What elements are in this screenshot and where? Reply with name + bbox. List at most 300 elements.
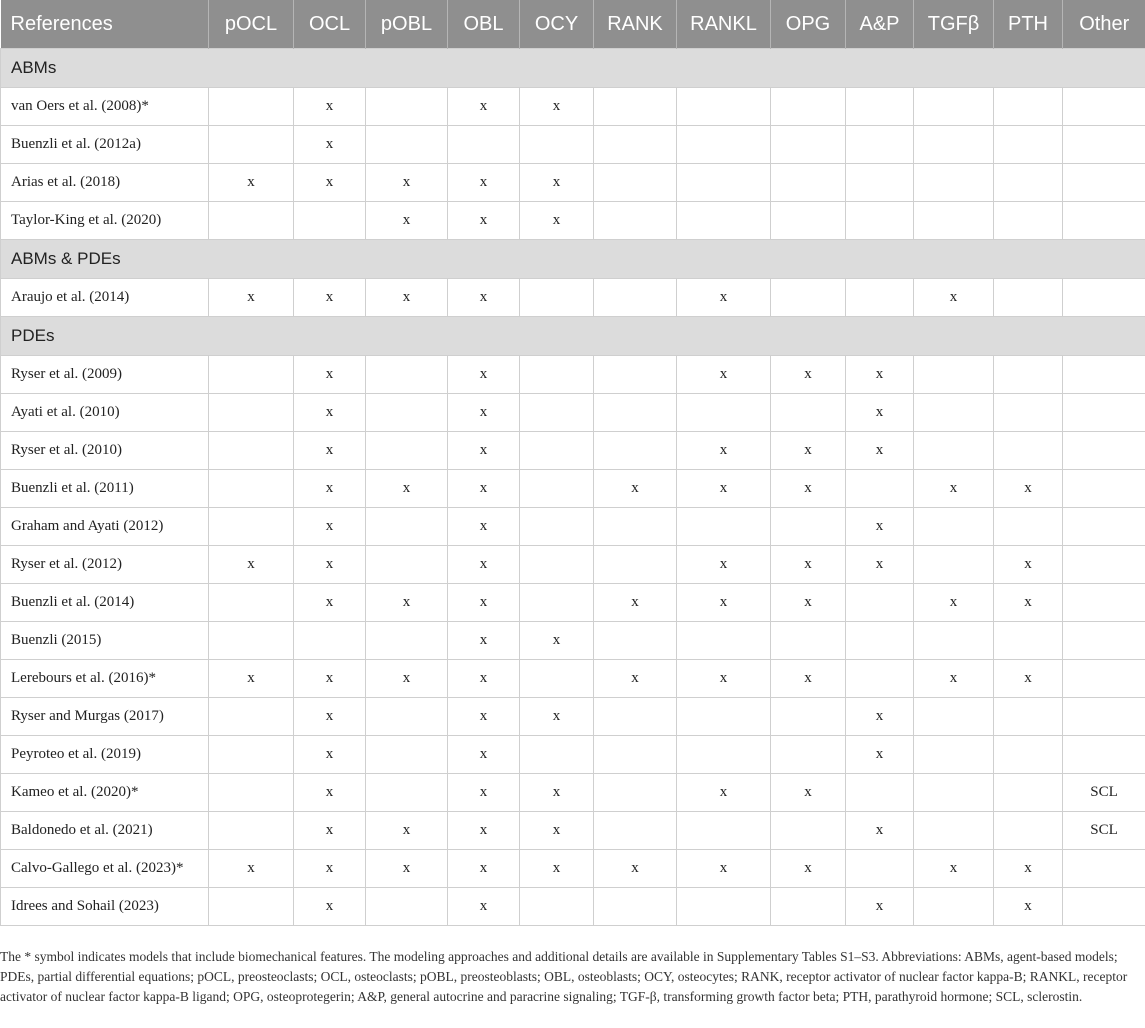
feature-cell xyxy=(594,126,677,164)
feature-cell: x xyxy=(294,774,366,812)
feature-cell xyxy=(366,394,448,432)
feature-cell xyxy=(846,202,914,240)
feature-cell: x xyxy=(677,470,771,508)
feature-cell xyxy=(594,888,677,926)
feature-cell: x xyxy=(677,432,771,470)
feature-cell: x xyxy=(209,850,294,888)
feature-cell xyxy=(1063,126,1145,164)
feature-cell: x xyxy=(448,546,520,584)
feature-cell: x xyxy=(520,164,594,202)
section-title: PDEs xyxy=(1,317,1145,356)
section-title: ABMs & PDEs xyxy=(1,240,1145,279)
table-body xyxy=(1,49,1145,926)
feature-cell xyxy=(209,508,294,546)
feature-cell xyxy=(914,622,994,660)
feature-cell xyxy=(914,698,994,736)
feature-cell: x xyxy=(520,812,594,850)
feature-cell xyxy=(914,432,994,470)
feature-cell xyxy=(594,164,677,202)
feature-cell xyxy=(594,88,677,126)
feature-cell: x xyxy=(448,812,520,850)
reference-cell: Ryser et al. (2012) xyxy=(1,546,209,584)
feature-cell xyxy=(1063,202,1145,240)
section-row xyxy=(1,317,1145,356)
feature-cell: x xyxy=(520,622,594,660)
reference-cell: Idrees and Sohail (2023) xyxy=(1,888,209,926)
feature-cell: x xyxy=(846,546,914,584)
feature-cell: x xyxy=(677,356,771,394)
feature-cell: x xyxy=(594,470,677,508)
feature-cell xyxy=(520,660,594,698)
feature-cell xyxy=(520,888,594,926)
feature-cell xyxy=(594,394,677,432)
feature-cell xyxy=(366,774,448,812)
feature-cell xyxy=(366,88,448,126)
feature-cell: SCL xyxy=(1063,774,1145,812)
feature-cell xyxy=(209,812,294,850)
feature-cell xyxy=(209,432,294,470)
feature-cell xyxy=(520,356,594,394)
feature-cell: x xyxy=(520,698,594,736)
table-row xyxy=(1,279,1145,317)
table-row xyxy=(1,888,1145,926)
feature-cell xyxy=(520,126,594,164)
feature-cell xyxy=(1063,584,1145,622)
feature-cell xyxy=(594,546,677,584)
table-row xyxy=(1,356,1145,394)
feature-cell xyxy=(846,850,914,888)
reference-cell: van Oers et al. (2008)* xyxy=(1,88,209,126)
reference-cell: Ayati et al. (2010) xyxy=(1,394,209,432)
feature-cell: x xyxy=(209,164,294,202)
column-header-1: pOCL xyxy=(209,0,294,49)
feature-cell xyxy=(994,774,1063,812)
feature-cell: x xyxy=(448,279,520,317)
feature-cell: x xyxy=(448,888,520,926)
feature-cell xyxy=(771,88,846,126)
table-row xyxy=(1,546,1145,584)
feature-cell: x xyxy=(771,774,846,812)
feature-cell xyxy=(994,812,1063,850)
reference-cell: Kameo et al. (2020)* xyxy=(1,774,209,812)
feature-cell xyxy=(771,279,846,317)
feature-cell xyxy=(846,470,914,508)
feature-cell xyxy=(209,126,294,164)
feature-cell xyxy=(994,736,1063,774)
feature-cell: x xyxy=(771,356,846,394)
feature-cell xyxy=(846,622,914,660)
table-row xyxy=(1,432,1145,470)
feature-cell xyxy=(1063,698,1145,736)
feature-cell xyxy=(994,202,1063,240)
table-row xyxy=(1,126,1145,164)
feature-cell: SCL xyxy=(1063,812,1145,850)
feature-cell xyxy=(209,88,294,126)
feature-cell: x xyxy=(294,279,366,317)
feature-cell xyxy=(520,394,594,432)
feature-cell: x xyxy=(294,584,366,622)
table-row xyxy=(1,470,1145,508)
feature-cell: x xyxy=(994,850,1063,888)
feature-cell xyxy=(994,88,1063,126)
table-row xyxy=(1,850,1145,888)
feature-cell xyxy=(914,812,994,850)
column-header-11: PTH xyxy=(994,0,1063,49)
column-header-5: OCY xyxy=(520,0,594,49)
column-header-7: RANKL xyxy=(677,0,771,49)
feature-cell xyxy=(520,470,594,508)
reference-cell: Buenzli et al. (2011) xyxy=(1,470,209,508)
feature-cell: x xyxy=(448,850,520,888)
feature-cell: x xyxy=(846,888,914,926)
feature-cell xyxy=(846,584,914,622)
feature-cell: x xyxy=(771,850,846,888)
feature-cell xyxy=(677,126,771,164)
feature-cell: x xyxy=(914,660,994,698)
feature-cell xyxy=(846,164,914,202)
feature-cell xyxy=(520,546,594,584)
feature-cell xyxy=(846,126,914,164)
feature-cell xyxy=(1063,508,1145,546)
feature-cell xyxy=(677,888,771,926)
feature-cell xyxy=(209,698,294,736)
feature-cell xyxy=(366,736,448,774)
feature-cell: x xyxy=(520,202,594,240)
feature-cell xyxy=(366,508,448,546)
feature-cell xyxy=(209,202,294,240)
reference-cell: Buenzli et al. (2012a) xyxy=(1,126,209,164)
header-row xyxy=(1,0,1145,49)
feature-cell xyxy=(771,812,846,850)
feature-cell: x xyxy=(677,546,771,584)
feature-cell: x xyxy=(677,584,771,622)
feature-cell: x xyxy=(994,470,1063,508)
feature-cell: x xyxy=(594,660,677,698)
feature-cell xyxy=(294,622,366,660)
feature-cell: x xyxy=(448,470,520,508)
feature-cell: x xyxy=(294,432,366,470)
column-header-9: A&P xyxy=(846,0,914,49)
feature-cell xyxy=(594,202,677,240)
feature-cell: x xyxy=(294,736,366,774)
feature-cell: x xyxy=(677,279,771,317)
feature-cell xyxy=(209,356,294,394)
reference-cell: Buenzli (2015) xyxy=(1,622,209,660)
column-header-10: TGFβ xyxy=(914,0,994,49)
feature-cell xyxy=(366,356,448,394)
feature-cell xyxy=(209,888,294,926)
feature-cell xyxy=(846,88,914,126)
feature-cell xyxy=(914,394,994,432)
feature-cell: x xyxy=(294,164,366,202)
table-row xyxy=(1,774,1145,812)
feature-cell: x xyxy=(448,164,520,202)
column-header-0: References xyxy=(1,0,209,49)
column-header-6: RANK xyxy=(594,0,677,49)
reference-cell: Calvo-Gallego et al. (2023)* xyxy=(1,850,209,888)
feature-cell xyxy=(994,356,1063,394)
feature-cell xyxy=(209,622,294,660)
feature-cell xyxy=(914,546,994,584)
feature-cell xyxy=(771,888,846,926)
feature-cell: x xyxy=(294,356,366,394)
feature-cell: x xyxy=(914,850,994,888)
feature-cell: x xyxy=(771,660,846,698)
feature-cell: x xyxy=(294,470,366,508)
feature-cell: x xyxy=(294,508,366,546)
table-row xyxy=(1,202,1145,240)
feature-cell xyxy=(594,356,677,394)
table-row xyxy=(1,584,1145,622)
feature-cell: x xyxy=(366,279,448,317)
reference-cell: Taylor-King et al. (2020) xyxy=(1,202,209,240)
feature-cell: x xyxy=(366,584,448,622)
feature-cell: x xyxy=(209,660,294,698)
table-footnote: The * symbol indicates models that include biomechanical features. The modeling approaches and additional details are available in Supplementary Tables S1–S3. Abbreviations: ABMs, agent-based models; PDEs, partial differential equations; pOCL, preosteoclasts; OCL, osteoclasts; pOBL, preosteoblasts; OBL, osteoblasts; OCY, osteocytes; RANK, receptor activator of nuclear factor kappa-B; RANKL, receptor activator of nuclear factor kappa-B ligand; OPG, osteoprotegerin; A&P, general autocrine and paracrine signaling; TGF-β, transforming growth factor beta; PTH, parathyroid hormone; SCL, sclerostin. xyxy=(0,949,1128,1004)
feature-cell: x xyxy=(846,432,914,470)
feature-cell xyxy=(1063,622,1145,660)
feature-cell xyxy=(294,202,366,240)
feature-cell xyxy=(594,279,677,317)
feature-cell xyxy=(771,202,846,240)
feature-cell xyxy=(1063,356,1145,394)
feature-cell: x xyxy=(448,432,520,470)
reference-cell: Ryser and Murgas (2017) xyxy=(1,698,209,736)
feature-cell xyxy=(594,774,677,812)
feature-cell: x xyxy=(771,546,846,584)
feature-cell: x xyxy=(448,356,520,394)
feature-cell: x xyxy=(294,888,366,926)
feature-cell xyxy=(914,88,994,126)
feature-cell xyxy=(677,202,771,240)
feature-cell xyxy=(677,394,771,432)
table-row xyxy=(1,660,1145,698)
feature-cell xyxy=(1063,660,1145,698)
feature-cell: x xyxy=(448,698,520,736)
feature-cell: x xyxy=(594,584,677,622)
feature-cell xyxy=(209,470,294,508)
feature-cell xyxy=(771,164,846,202)
feature-cell xyxy=(994,622,1063,660)
section-title: ABMs xyxy=(1,49,1145,88)
reference-cell: Buenzli et al. (2014) xyxy=(1,584,209,622)
reference-cell: Ryser et al. (2010) xyxy=(1,432,209,470)
feature-cell: x xyxy=(594,850,677,888)
feature-cell: x xyxy=(209,546,294,584)
feature-cell: x xyxy=(914,470,994,508)
feature-cell xyxy=(1063,850,1145,888)
feature-cell: x xyxy=(846,508,914,546)
feature-cell xyxy=(994,394,1063,432)
feature-cell xyxy=(677,622,771,660)
feature-cell xyxy=(771,508,846,546)
feature-cell xyxy=(846,279,914,317)
section-row xyxy=(1,240,1145,279)
feature-cell: x xyxy=(366,850,448,888)
feature-cell xyxy=(594,622,677,660)
feature-cell: x xyxy=(294,394,366,432)
feature-cell xyxy=(520,736,594,774)
feature-cell xyxy=(1063,432,1145,470)
feature-cell xyxy=(771,394,846,432)
feature-cell: x xyxy=(366,660,448,698)
feature-cell: x xyxy=(448,736,520,774)
feature-cell: x xyxy=(448,774,520,812)
feature-cell xyxy=(520,508,594,546)
feature-cell: x xyxy=(294,698,366,736)
table-row xyxy=(1,164,1145,202)
table-row xyxy=(1,394,1145,432)
table-row xyxy=(1,508,1145,546)
feature-cell xyxy=(771,736,846,774)
feature-cell xyxy=(1063,546,1145,584)
feature-cell: x xyxy=(209,279,294,317)
feature-cell: x xyxy=(448,622,520,660)
feature-cell: x xyxy=(771,470,846,508)
feature-cell: x xyxy=(846,394,914,432)
feature-cell xyxy=(1063,736,1145,774)
column-header-12: Other xyxy=(1063,0,1145,49)
feature-cell: x xyxy=(366,470,448,508)
feature-cell xyxy=(520,584,594,622)
feature-cell xyxy=(914,356,994,394)
feature-cell xyxy=(366,622,448,660)
feature-cell: x xyxy=(448,202,520,240)
feature-cell: x xyxy=(294,660,366,698)
feature-cell xyxy=(914,888,994,926)
feature-cell xyxy=(520,432,594,470)
feature-cell: x xyxy=(520,774,594,812)
feature-cell xyxy=(677,88,771,126)
feature-cell: x xyxy=(771,432,846,470)
feature-cell xyxy=(594,698,677,736)
feature-cell: x xyxy=(448,584,520,622)
feature-cell: x xyxy=(294,126,366,164)
feature-cell xyxy=(677,812,771,850)
feature-cell: x xyxy=(520,88,594,126)
column-header-4: OBL xyxy=(448,0,520,49)
reference-cell: Araujo et al. (2014) xyxy=(1,279,209,317)
feature-cell: x xyxy=(846,356,914,394)
feature-cell xyxy=(994,432,1063,470)
feature-cell: x xyxy=(294,850,366,888)
reference-cell: Peyroteo et al. (2019) xyxy=(1,736,209,774)
section-row xyxy=(1,49,1145,88)
feature-cell: x xyxy=(294,546,366,584)
feature-cell xyxy=(994,126,1063,164)
feature-cell: x xyxy=(846,698,914,736)
feature-cell xyxy=(209,394,294,432)
feature-cell xyxy=(677,698,771,736)
column-header-2: OCL xyxy=(294,0,366,49)
table-row xyxy=(1,622,1145,660)
feature-cell xyxy=(677,164,771,202)
feature-cell: x xyxy=(366,202,448,240)
feature-cell xyxy=(448,126,520,164)
feature-cell xyxy=(366,546,448,584)
feature-cell xyxy=(914,164,994,202)
table-row xyxy=(1,88,1145,126)
feature-cell: x xyxy=(294,812,366,850)
feature-cell xyxy=(209,584,294,622)
feature-cell: x xyxy=(771,584,846,622)
feature-cell: x xyxy=(846,812,914,850)
feature-cell: x xyxy=(994,546,1063,584)
reference-cell: Arias et al. (2018) xyxy=(1,164,209,202)
feature-cell xyxy=(771,622,846,660)
feature-cell xyxy=(520,279,594,317)
feature-cell xyxy=(771,698,846,736)
feature-cell: x xyxy=(520,850,594,888)
feature-cell xyxy=(594,432,677,470)
reference-cell: Baldonedo et al. (2021) xyxy=(1,812,209,850)
feature-cell xyxy=(209,736,294,774)
column-header-3: pOBL xyxy=(366,0,448,49)
feature-cell xyxy=(366,126,448,164)
feature-cell xyxy=(677,736,771,774)
table-row xyxy=(1,698,1145,736)
feature-cell xyxy=(1063,88,1145,126)
feature-cell: x xyxy=(994,888,1063,926)
feature-cell: x xyxy=(914,279,994,317)
reference-cell: Ryser et al. (2009) xyxy=(1,356,209,394)
feature-cell xyxy=(994,508,1063,546)
feature-cell xyxy=(366,698,448,736)
feature-cell: x xyxy=(448,660,520,698)
feature-cell xyxy=(209,774,294,812)
feature-cell xyxy=(1063,470,1145,508)
feature-cell xyxy=(677,508,771,546)
feature-cell xyxy=(594,812,677,850)
feature-cell xyxy=(994,164,1063,202)
column-header-8: OPG xyxy=(771,0,846,49)
feature-cell xyxy=(994,698,1063,736)
feature-cell xyxy=(366,888,448,926)
feature-cell xyxy=(771,126,846,164)
feature-cell xyxy=(366,432,448,470)
feature-cell: x xyxy=(448,508,520,546)
feature-cell xyxy=(846,774,914,812)
reference-cell: Graham and Ayati (2012) xyxy=(1,508,209,546)
feature-cell xyxy=(994,279,1063,317)
feature-cell xyxy=(914,126,994,164)
feature-cell: x xyxy=(677,850,771,888)
feature-cell: x xyxy=(677,660,771,698)
feature-cell xyxy=(1063,888,1145,926)
reference-cell: Lerebours et al. (2016)* xyxy=(1,660,209,698)
feature-cell: x xyxy=(366,164,448,202)
feature-cell xyxy=(914,736,994,774)
feature-cell: x xyxy=(366,812,448,850)
feature-cell xyxy=(914,202,994,240)
feature-cell xyxy=(1063,279,1145,317)
table-row xyxy=(1,812,1145,850)
feature-cell: x xyxy=(448,88,520,126)
feature-cell: x xyxy=(448,394,520,432)
feature-cell: x xyxy=(994,660,1063,698)
feature-cell xyxy=(914,774,994,812)
feature-cell xyxy=(594,736,677,774)
feature-cell: x xyxy=(994,584,1063,622)
feature-cell: x xyxy=(677,774,771,812)
feature-cell: x xyxy=(914,584,994,622)
feature-cell xyxy=(914,508,994,546)
feature-cell xyxy=(594,508,677,546)
feature-cell xyxy=(1063,394,1145,432)
table-row xyxy=(1,736,1145,774)
feature-cell: x xyxy=(846,736,914,774)
feature-cell: x xyxy=(294,88,366,126)
